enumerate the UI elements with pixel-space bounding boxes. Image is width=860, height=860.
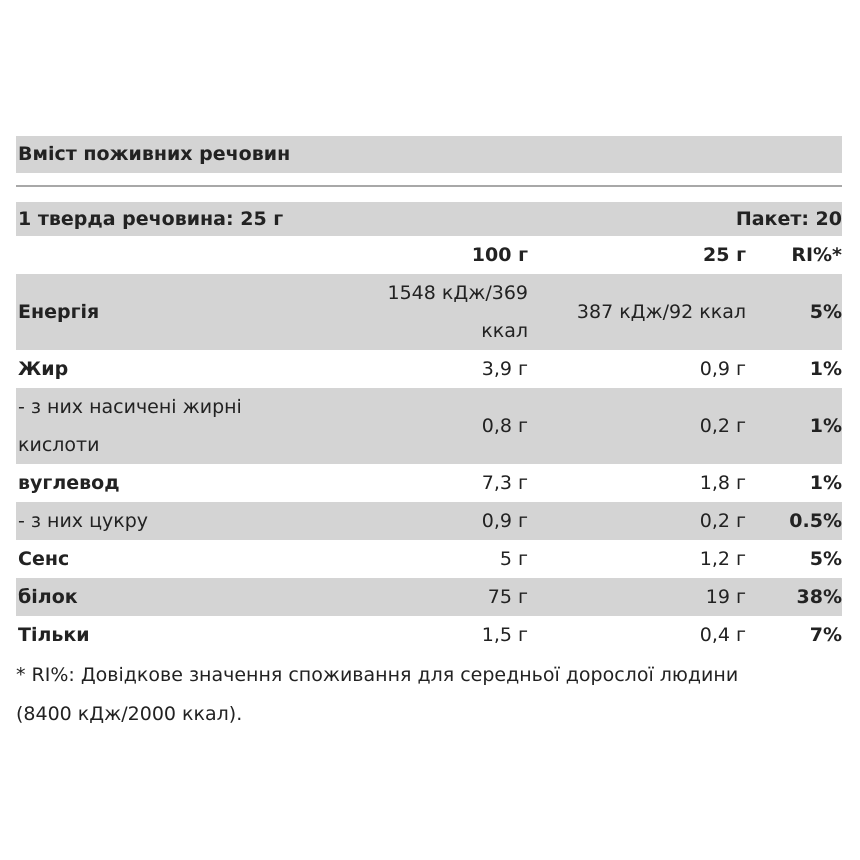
table-row [16, 616, 842, 654]
nutrient-ri: 1% [809, 358, 842, 380]
table-row [16, 502, 842, 540]
nutrient-name: - з них цукру [18, 510, 149, 532]
nutrient-name: вуглевод [18, 472, 120, 494]
nutrient-per-100: 0,9 г [481, 510, 528, 532]
nutrient-per-25: 0,9 г [699, 358, 746, 380]
nutrient-per-100: 3,9 г [481, 358, 528, 380]
nutrient-per-25: 387 кДж/92 ккал [576, 301, 746, 323]
nutrient-per-100: 5 г [499, 548, 528, 570]
table-row [16, 350, 842, 388]
nutrient-per-100: 75 г [487, 586, 528, 608]
nutrient-ri: 5% [809, 548, 842, 570]
header-ri: RI%* [791, 244, 842, 266]
nutrient-ri: 0.5% [789, 510, 842, 532]
nutrient-name: білок [18, 586, 78, 608]
nutrient-name: Сенс [18, 548, 70, 570]
table-title: Вміст поживних речовин [16, 136, 842, 173]
nutrient-ri: 5% [809, 301, 842, 323]
serving-size: 1 тверда речовина: 25 г [18, 208, 284, 230]
nutrient-name: Енергія [18, 301, 100, 323]
nutrition-table [16, 136, 842, 654]
nutrient-per-25: 0,2 г [699, 415, 746, 437]
nutrient-ri: 1% [809, 472, 842, 494]
header-per-25: 25 г [703, 244, 746, 266]
nutrient-per-100: 7,3 г [481, 472, 528, 494]
table-row [16, 578, 842, 616]
table-row [16, 274, 842, 350]
serving-info-bar [16, 202, 842, 236]
nutrient-per-100: 0,8 г [481, 415, 528, 437]
nutrient-ri: 7% [809, 624, 842, 646]
nutrient-ri: 38% [796, 586, 842, 608]
table-row [16, 540, 842, 578]
ri-footnote: * RI%: Довідкове значення споживання для середньої дорослої людини (8400 кДж/2000 ккал). [16, 664, 739, 725]
nutrient-name: Тільки [18, 624, 90, 646]
table-row [16, 464, 842, 502]
nutrient-per-25: 0,4 г [699, 624, 746, 646]
table-row [16, 388, 842, 464]
divider [16, 185, 842, 187]
nutrient-name: Жир [18, 358, 69, 380]
nutrient-per-25: 1,8 г [699, 472, 746, 494]
nutrient-name: - з них насичені жирні кислоти [18, 396, 242, 456]
column-header-row [16, 236, 842, 274]
nutrient-per-100: 1,5 г [481, 624, 528, 646]
nutrient-per-100: 1548 кДж/369 ккал [387, 282, 528, 342]
nutrient-ri: 1% [809, 415, 842, 437]
nutrient-per-25: 1,2 г [699, 548, 746, 570]
package-count: Пакет: 20 [735, 208, 842, 230]
nutrient-per-25: 0,2 г [699, 510, 746, 532]
header-per-100: 100 г [471, 244, 528, 266]
nutrient-per-25: 19 г [705, 586, 746, 608]
